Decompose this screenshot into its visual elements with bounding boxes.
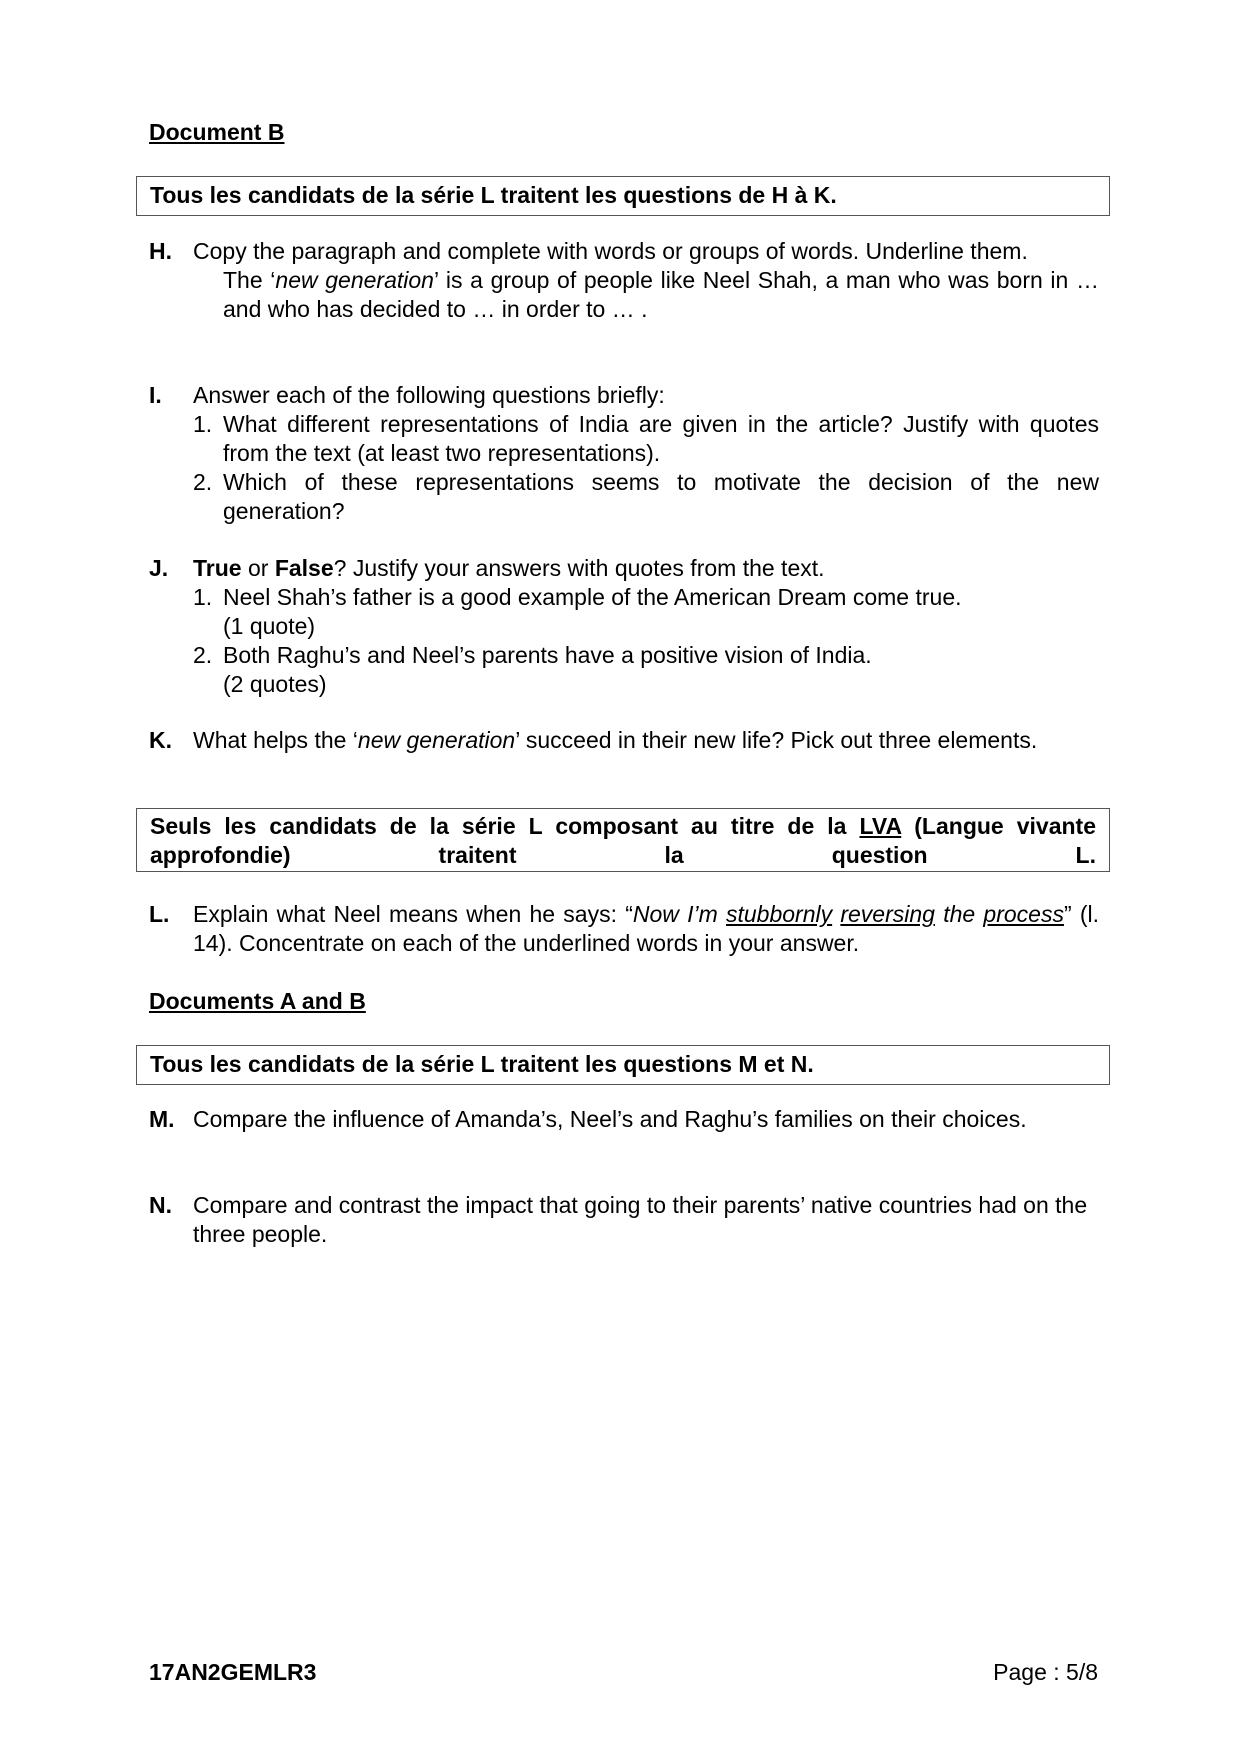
list-item: 2. Both Raghu’s and Neel’s parents have a positive vision of India. (2 quotes) (193, 642, 872, 697)
question-text: Compare and contrast the impact that going to their parents’ native countries had on the three people. (193, 1192, 1088, 1247)
question-letter: H. (149, 238, 172, 264)
question-j (149, 554, 1099, 699)
instruction-box-h-k (136, 176, 1110, 216)
question-l (149, 900, 1099, 958)
question-letter: J. (149, 555, 169, 581)
list-item: 1. Neel Shah’s father is a good example of the American Dream come true. (1 quote) (193, 584, 962, 639)
question-k (149, 726, 1099, 755)
question-m (149, 1105, 1099, 1134)
question-text: Copy the paragraph and complete with words or groups of words. Underline them. (193, 238, 1028, 264)
question-h (149, 237, 1099, 324)
question-letter: K. (149, 727, 172, 753)
question-text: Explain what Neel means when he says: “Now I’m stubbornly reversing the process” (l. 14). Concentrate on each of the underlined words in your answer. (193, 901, 1099, 956)
instruction-text: Tous les candidats de la série L traitent les questions M et N. (150, 1051, 814, 1077)
question-text: True or False? Justify your answers with quotes from the text. (193, 555, 825, 581)
section-heading-documents-a-b: Documents A and B (149, 988, 366, 1014)
question-text: Compare the influence of Amanda’s, Neel’s and Raghu’s families on their choices. (193, 1106, 1027, 1132)
page-number: Page : 5/8 (993, 1659, 1098, 1685)
footer-code: 17AN2GEMLR3 (149, 1659, 317, 1685)
instruction-text: Tous les candidats de la série L traitent les questions de H à K. (150, 182, 837, 208)
section-heading-document-b: Document B (149, 119, 285, 145)
question-letter: M. (149, 1106, 175, 1132)
list-item: 1. What different representations of India are given in the article? Justify with quotes from the text (at least two representations). (193, 411, 1099, 466)
question-letter: N. (149, 1192, 172, 1218)
question-text: Answer each of the following questions briefly: (193, 382, 665, 408)
instruction-text: Seuls les candidats de la série L composant au titre de la LVA (Langue vivante approfondie) traitent la question L. (150, 813, 1097, 868)
paragraph-to-complete: The ‘new generation’ is a group of people like Neel Shah, a man who was born in … and who has decided to … in order to … . (223, 267, 1099, 322)
instruction-box-m-n (136, 1045, 1110, 1085)
question-n (149, 1191, 1099, 1249)
list-item: 2. Which of these representations seems to motivate the decision of the new generation? (193, 469, 1099, 524)
question-letter: L. (149, 901, 170, 927)
question-i (149, 381, 1099, 526)
question-text: What helps the ‘new generation’ succeed in their new life? Pick out three elements. (193, 727, 1038, 753)
instruction-box-lva (136, 808, 1110, 872)
question-letter: I. (149, 382, 162, 408)
